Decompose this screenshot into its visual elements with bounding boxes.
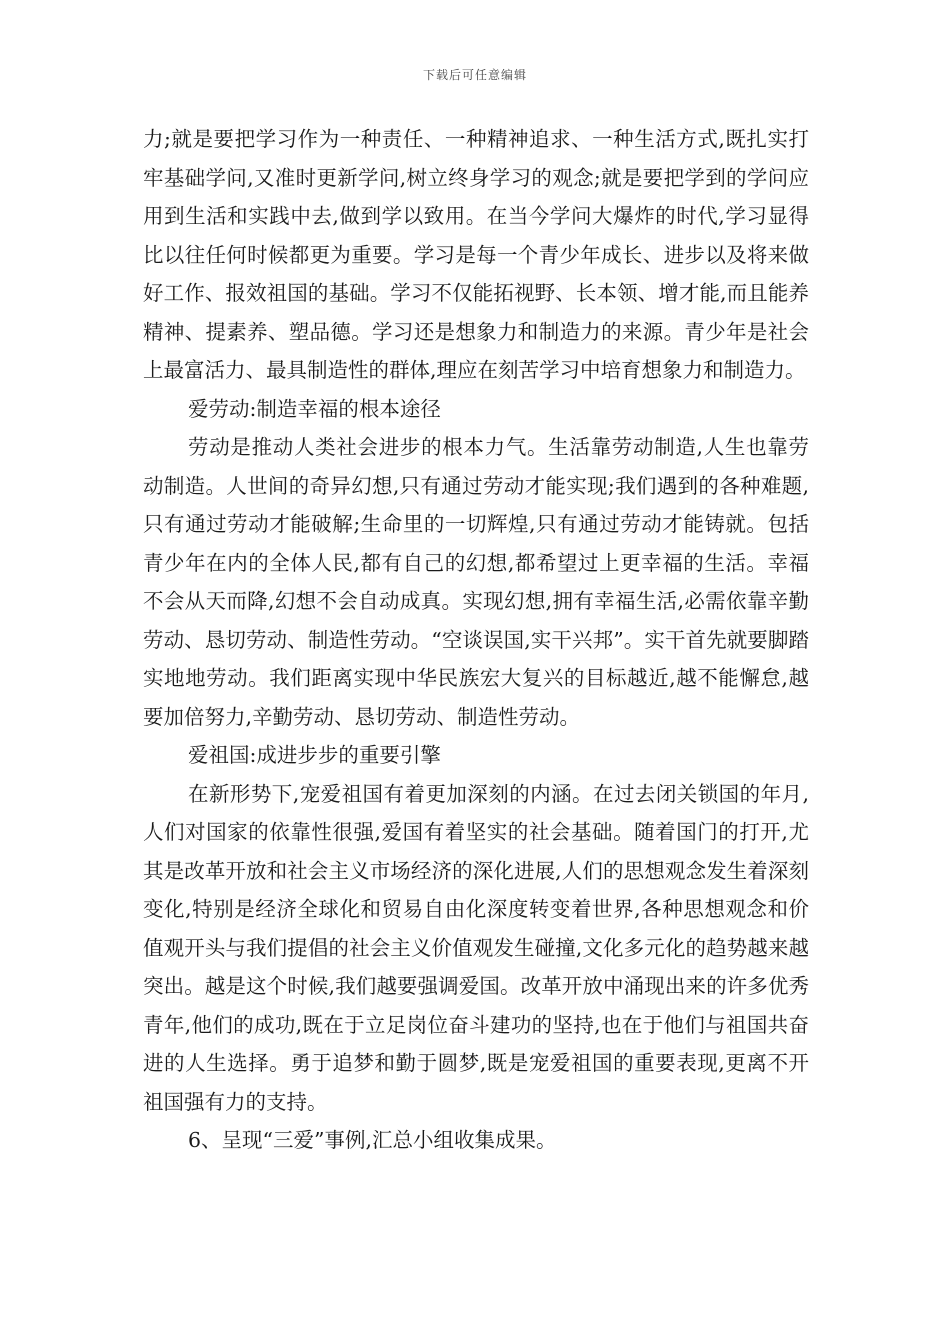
- paragraph-labor: 劳动是推动人类社会进步的根本力气。生活靠劳动制造,人生也靠劳动制造。人世间的奇异幻想,只有通过劳动才能实现;我们遇到的各种难题,只有通过劳动才能破解;生命里的一切辉煌,只有通过劳动才能铸就。包括青少年在内的全体人民,都有自己的幻想,都希望过上更幸福的生活。幸福不会从天而降,幻想不会自动成真。实现幻想,拥有幸福生活,必需依靠辛勤劳动、恳切劳动、制造性劳动。“空谈误国,实干兴邦”。实干首先就要脚踏实地地劳动。我们距离实现中华民族宏大复兴的目标越近,越不能懈怠,越要加倍努力,辛勤劳动、恳切劳动、制造性劳动。: [143, 435, 809, 729]
- heading-love-labor: 爱劳动:制造幸福的根本途径: [188, 396, 441, 421]
- heading-love-country: 爱祖国:成进步步的重要引擎: [188, 743, 441, 767]
- document-body: [143, 120, 809, 1160]
- paragraph-study: 力;就是要把学习作为一种责任、一种精神追求、一种生活方式,既扎实打牢基础学问,又准时更新学问,树立终身学习的观念;就是要把学到的学问应用到生活和实践中去,做到学以致用。在当今学问大爆炸的时代,学习显得比以往任何时候都更为重要。学习是每一个青少年成长、进步以及将来做好工作、报效祖国的基础。学习不仅能拓视野、长本领、增才能,而且能养精神、提素养、塑品德。学习还是想象力和制造力的来源。青少年是社会上最富活力、最具制造性的群体,理应在刻苦学习中培育想象力和制造力。: [143, 127, 809, 382]
- paragraph-country: 在新形势下,宠爱祖国有着更加深刻的内涵。在过去闭关锁国的年月,人们对国家的依靠性很强,爱国有着坚实的社会基础。随着国门的打开,尤其是改革开放和社会主义市场经济的深化进展,人们的思想观念发生着深刻变化,特别是经济全球化和贸易自由化深度转变着世界,各种思想观念和价值观开头与我们提倡的社会主义价值观发生碰撞,文化多元化的趋势越来越突出。越是这个时候,我们越要强调爱国。改革开放中涌现出来的许多优秀青年,他们的成功,既在于立足岗位奋斗建功的坚持,也在于他们与祖国共奋进的人生选择。勇于追梦和勤于圆梦,既是宠爱祖国的重要表现,更离不开祖国强有力的支持。: [143, 781, 809, 1114]
- paragraph-step-6: 6、呈现“三爱”事例,汇总小组收集成果。: [188, 1128, 557, 1152]
- page-header: 下载后可任意编辑: [422, 68, 527, 82]
